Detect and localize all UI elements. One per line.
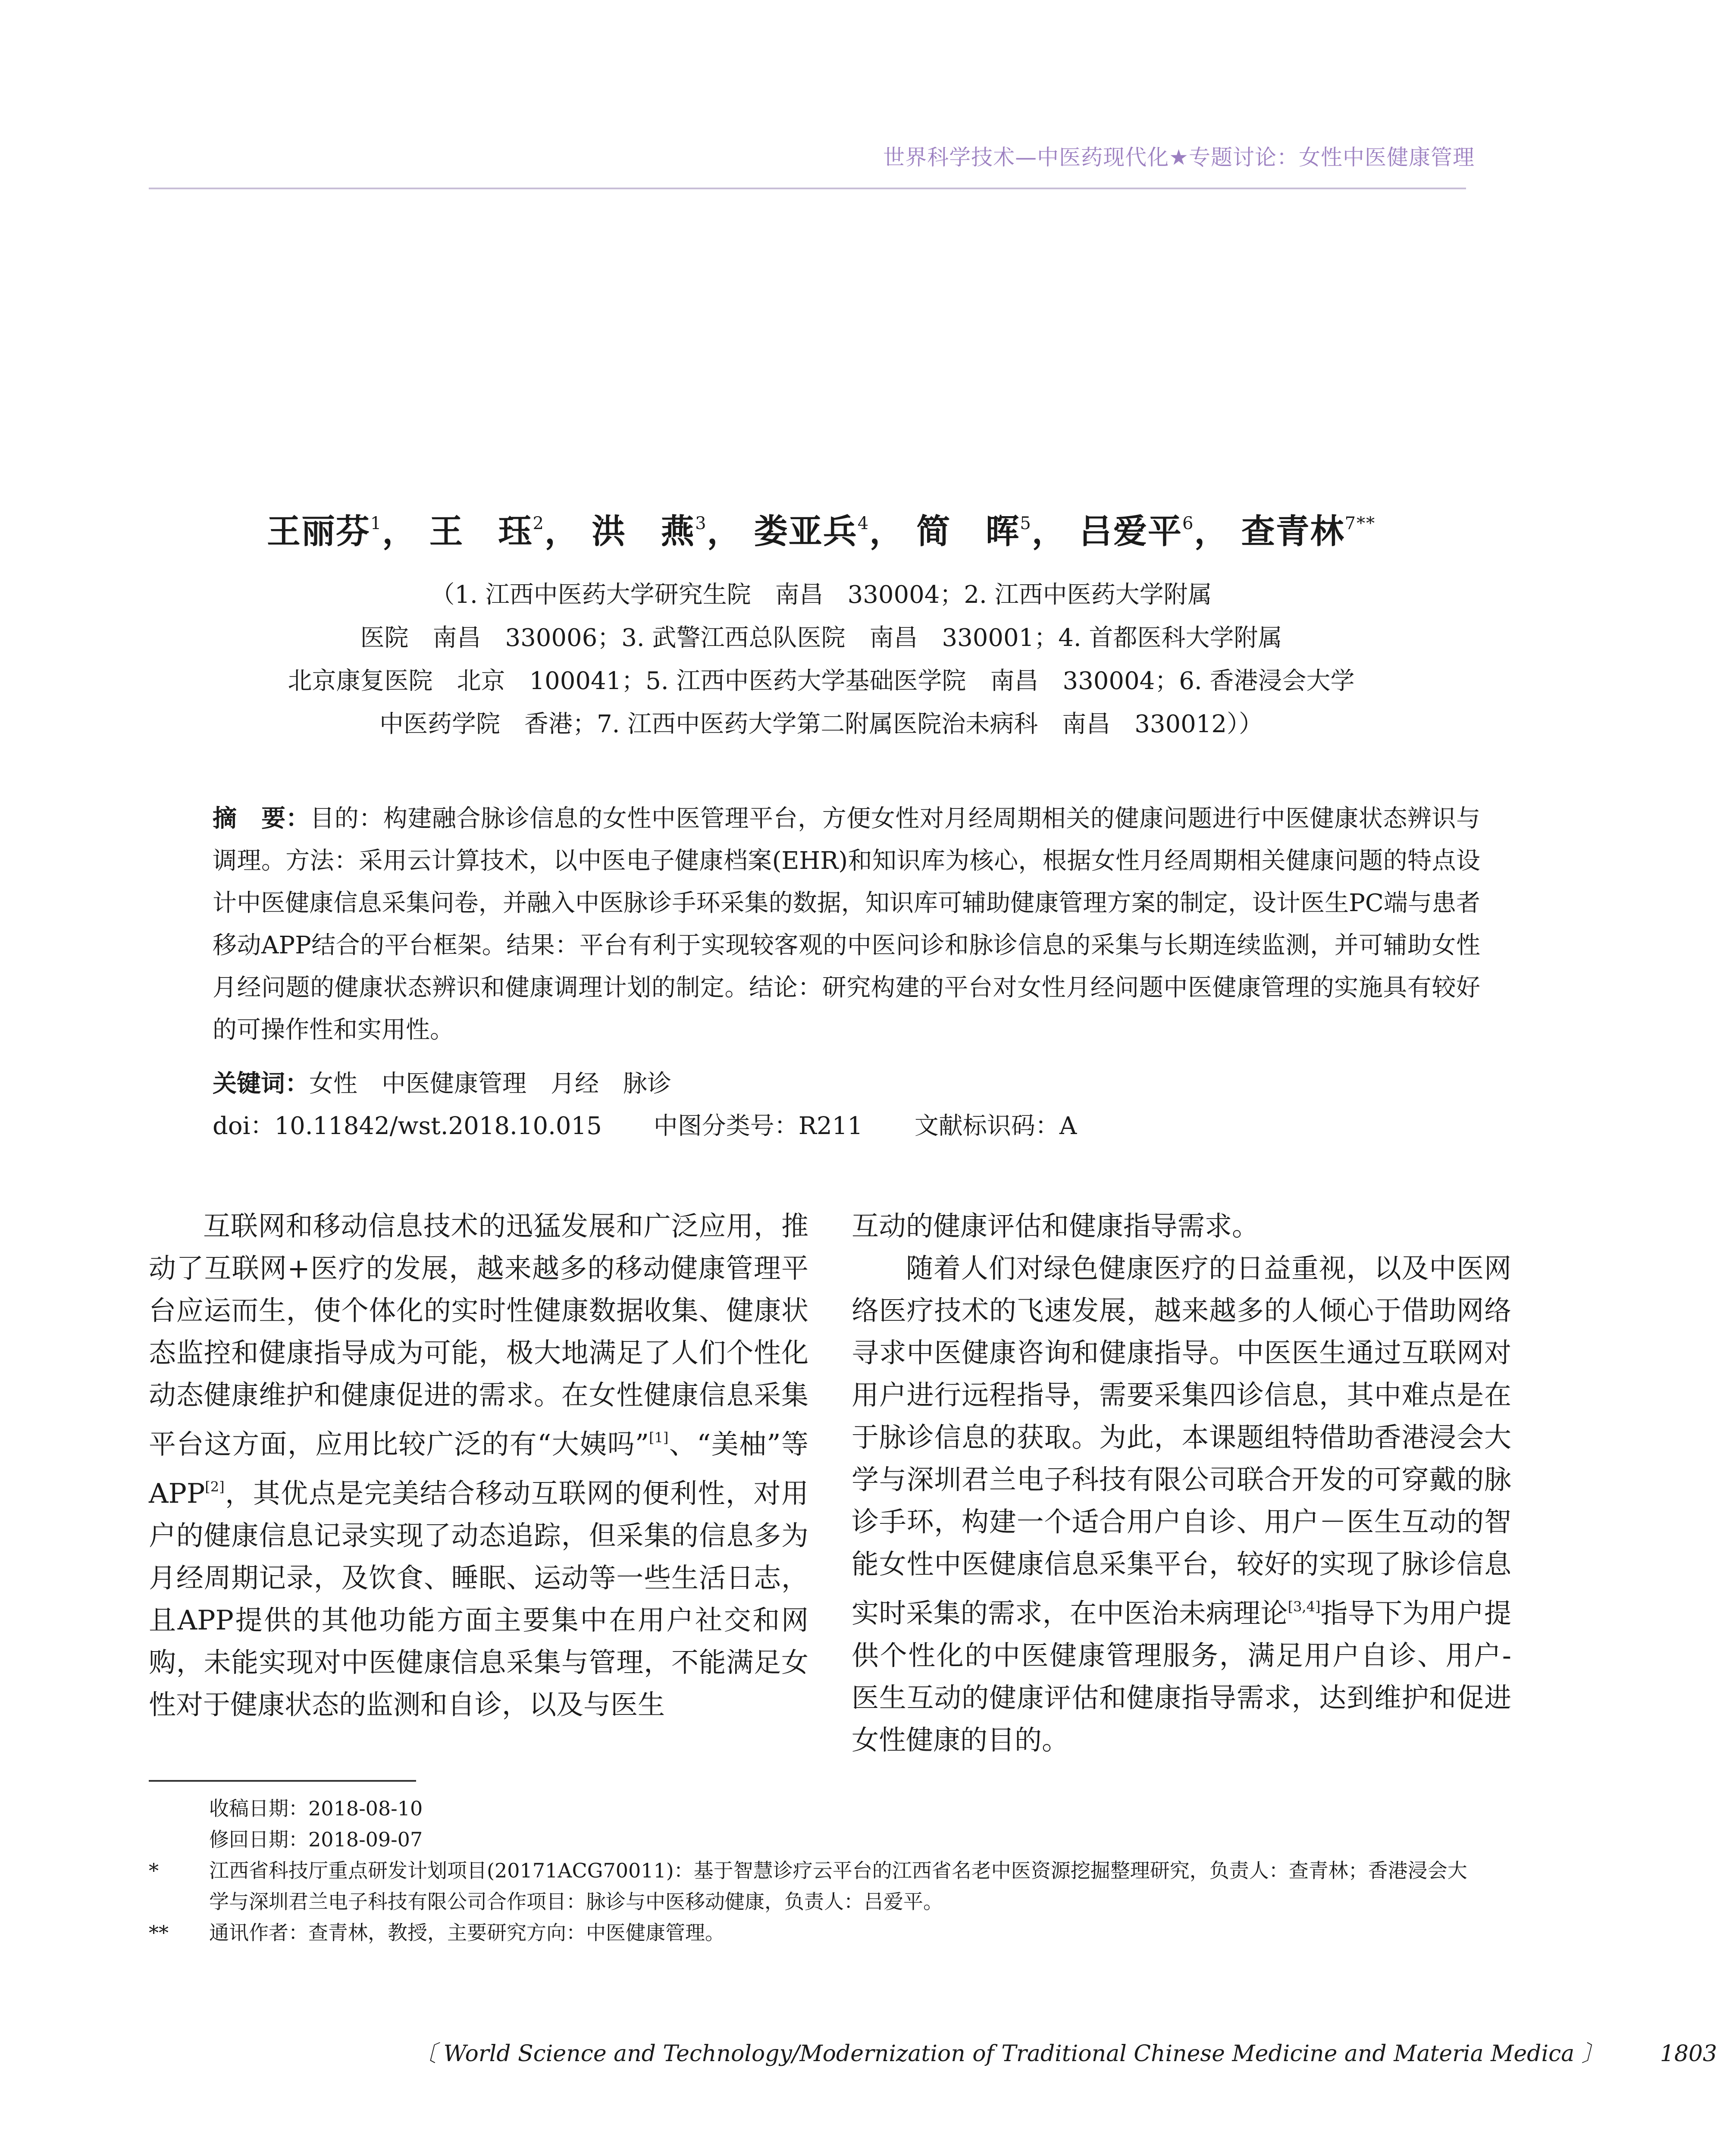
journal-name: 〔 World Science and Technology/Modernization of Traditional Chinese Medicine and Materia Medica 〕 xyxy=(414,2041,1604,2067)
correspondence-mark: ** xyxy=(149,1921,169,1944)
author-name: 王 珏 xyxy=(429,512,533,551)
document-code: 文献标识码：A xyxy=(914,1112,1077,1140)
author-name: 娄亚兵 xyxy=(754,512,858,551)
author-affil-mark: 4 xyxy=(857,514,870,533)
affiliation-line: （1. 江西中医药大学研究生院 南昌 330004；2. 江西中医药大学附属 xyxy=(430,581,1212,609)
received-date: 收稿日期：2018-08-10 xyxy=(209,1797,423,1820)
author-name: 查青林 xyxy=(1241,512,1345,551)
fund-note-continued: 学与深圳君兰电子科技有限公司合作项目：脉诊与中医移动健康，负责人：吕爱平。 xyxy=(209,1890,943,1913)
running-head: 世界科学技术—中医药现代化★专题讨论：女性中医健康管理 xyxy=(883,145,1475,170)
citation: [1] xyxy=(649,1429,669,1446)
author-affil-mark: 1 xyxy=(370,514,382,533)
body-text: 指导下为用户提供个性化的中医健康管理服务，满足用户自诊、用户-医生互动的健康评估和健康指导需求，达到维护和促进女性健康的目的。 xyxy=(852,1598,1512,1756)
footnote-rule xyxy=(149,1780,416,1782)
abstract-label: 摘 要： xyxy=(213,805,310,833)
keywords xyxy=(213,1063,671,1105)
author-name: 简 晖 xyxy=(916,512,1020,551)
author-affil-mark: 3 xyxy=(695,514,707,533)
keywords-text: 女性 中医健康管理 月经 脉诊 xyxy=(309,1070,671,1098)
author-list: 王丽芬$^1$， 王 珏$^2$， 洪 燕$^3$， 娄亚兵$^4$， 简 晖$^5$， 吕爱平$^6$， 查青林$^{7**}$ xyxy=(266,512,1376,551)
abstract xyxy=(163,798,1480,1051)
header-rule xyxy=(149,188,1466,189)
author-affil-mark: 7** xyxy=(1344,514,1376,533)
author-affil-mark: 5 xyxy=(1020,514,1032,533)
body-text: 互联网和移动信息技术的迅猛发展和广泛应用，推动了互联网+医疗的发展，越来越多的移动健康管理平台应运而生，使个体化的实时性健康数据收集、健康状态监控和健康指导成为可能，极大地满足了人们个性化动态健康维护和健康促进的需求。在女性健康信息采集平台这方面，应用比较广泛的有“大姨吗” xyxy=(149,1210,808,1460)
fund-mark: * xyxy=(149,1859,159,1882)
body-paragraph xyxy=(149,1205,808,1726)
correspondence-note: 通讯作者：查青林，教授，主要研究方向：中医健康管理。 xyxy=(209,1921,725,1944)
author-name: 王丽芬 xyxy=(266,512,370,551)
body-column-right xyxy=(852,1205,1511,1761)
author-name: 吕爱平 xyxy=(1079,512,1183,551)
affiliation-line: 中医药学院 香港；7. 江西中医药大学第二附属医院治未病科 南昌 330012）） xyxy=(379,710,1263,738)
body-paragraph xyxy=(852,1247,1511,1761)
author-affil-mark: 2 xyxy=(533,514,545,533)
keywords-label: 关键词： xyxy=(213,1070,309,1098)
page-footer xyxy=(414,2035,1717,2068)
revised-date: 修回日期：2018-09-07 xyxy=(209,1828,423,1851)
affiliation-line: 北京康复医院 北京 100041；5. 江西中医药大学基础医学院 南昌 330004；6. 香港浸会大学 xyxy=(288,667,1355,695)
body-text: 随着人们对绿色健康医疗的日益重视，以及中医网络医疗技术的飞速发展，越来越多的人倾心于借助网络寻求中医健康咨询和健康指导。中医医生通过互联网对用户进行远程指导，需要采集四诊信息，其中难点是在于脉诊信息的获取。为此，本课题组特借助香港浸会大学与深圳君兰电子科技有限公司联合开发的可穿戴的脉诊手环，构建一个适合用户自诊、用户－医生互动的智能女性中医健康信息采集平台，较好的实现了脉诊信息实时采集的需求，在中医治未病理论 xyxy=(852,1253,1511,1629)
citation: [2] xyxy=(205,1479,225,1495)
body-text: 、“美柚”等APP xyxy=(149,1429,808,1509)
body-column-left xyxy=(149,1205,808,1726)
author-affil-mark: 6 xyxy=(1182,514,1194,533)
citation: [3,4] xyxy=(1288,1598,1321,1615)
doi: doi：10.11842/wst.2018.10.015 xyxy=(213,1112,602,1140)
page-number: 1803 xyxy=(1660,2041,1717,2067)
affiliation-line: 医院 南昌 330006；3. 武警江西总队医院 南昌 330001；4. 首都医科大学附属 xyxy=(360,624,1282,652)
author-name: 洪 燕 xyxy=(592,512,696,551)
abstract-text: 目的：构建融合脉诊信息的女性中医管理平台，方便女性对月经周期相关的健康问题进行中医健康状态辨识与调理。方法：采用云计算技术，以中医电子健康档案(EHR)和知识库为核心，根据女性月经周期相关健康问题的特点设计中医健康信息采集问卷，并融入中医脉诊手环采集的数据，知识库可辅助健康管理方案的制定，设计医生PC端与患者移动APP结合的平台框架。结果：平台有利于实现较客观的中医问诊和脉诊信息的采集与长期连续监测，并可辅助女性月经问题的健康状态辨识和健康调理计划的制定。结论：研究构建的平台对女性月经问题中医健康管理的实施具有较好的可操作性和实用性。 xyxy=(213,805,1481,1044)
body-paragraph: 互动的健康评估和健康指导需求。 xyxy=(852,1210,1259,1242)
affiliations xyxy=(129,573,1513,746)
footnotes xyxy=(149,1793,1481,1948)
classification-line xyxy=(213,1105,1077,1147)
fund-note: 江西省科技厅重点研发计划项目(20171ACG70011)：基于智慧诊疗云平台的江西省名老中医资源挖掘整理研究，负责人：查青林；香港浸会大 xyxy=(209,1859,1467,1882)
clc-number: 中图分类号：R211 xyxy=(653,1112,863,1140)
body-text: ，其优点是完美结合移动互联网的便利性，对用户的健康信息记录实现了动态追踪，但采集的信息多为月经周期记录，及饮食、睡眠、运动等一些生活日志，且APP提供的其他功能方面主要集中在用户社交和网购，未能实现对中医健康信息采集与管理，不能满足女性对于健康状态的监测和自诊，以及与医生 xyxy=(149,1478,808,1720)
